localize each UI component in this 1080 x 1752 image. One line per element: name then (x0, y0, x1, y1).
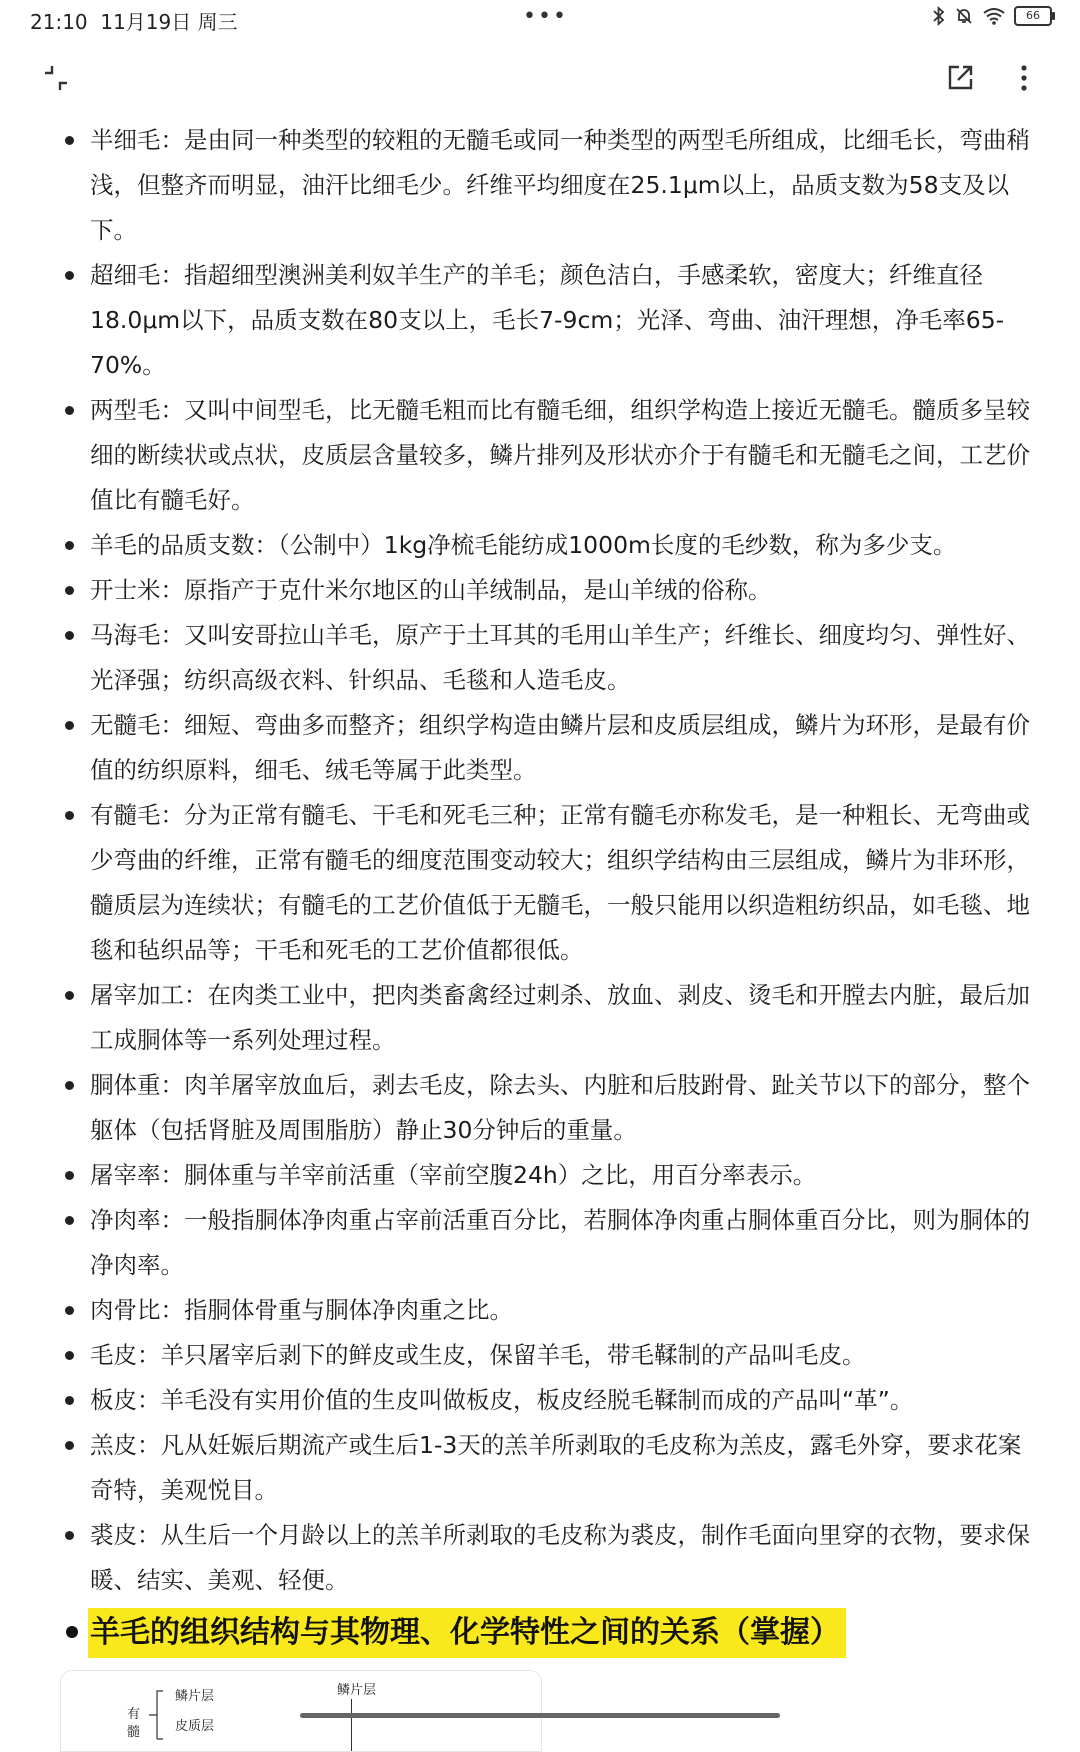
diagram-label-scale-layer-right: 鳞片层 (337, 1683, 377, 1698)
diagram-label-you: 有 (127, 1707, 141, 1722)
list-item: 屠宰率：胴体重与羊宰前活重（宰前空腹24h）之比，用百分率表示。 (90, 1153, 1038, 1198)
collapse-button[interactable] (36, 58, 76, 98)
status-time-date (30, 6, 238, 35)
window-handle-dots[interactable]: ••• (523, 4, 568, 29)
structure-diagram[interactable] (60, 1670, 542, 1752)
list-item: 羊毛的品质支数：（公制中）1kg净梳毛能纺成1000m长度的毛纱数，称为多少支。 (90, 523, 1038, 568)
horizontal-scrollbar[interactable] (300, 1713, 780, 1718)
list-item: 净肉率：一般指胴体净肉重占宰前活重百分比，若胴体净肉重占胴体重百分比，则为胴体的净肉率。 (90, 1198, 1038, 1288)
open-external-button[interactable] (940, 58, 980, 98)
document-content (0, 118, 1080, 1603)
collapse-icon (41, 63, 71, 93)
status-time: 21:10 (30, 10, 88, 34)
diagram-axis-line (351, 1699, 352, 1751)
section-heading: 羊毛的组织结构与其物理、化学特性之间的关系（掌握） (88, 1608, 846, 1658)
list-item: 羔皮：凡从妊娠后期流产或生后1-3天的羔羊所剥取的毛皮称为羔皮，露毛外穿，要求花案奇特，美观悦目。 (90, 1423, 1038, 1513)
diagram-brace (145, 1685, 165, 1745)
diagram-label-cortex-layer: 皮质层 (175, 1719, 215, 1734)
list-item: 裘皮：从生后一个月龄以上的羔羊所剥取的毛皮称为裘皮，制作毛面向里穿的衣物，要求保暖、结实、美观、轻便。 (90, 1513, 1038, 1603)
list-item: 肉骨比：指胴体骨重与胴体净肉重之比。 (90, 1288, 1038, 1333)
diagram-label-scale-layer: 鳞片层 (175, 1689, 215, 1704)
battery-indicator: 66 (1014, 6, 1052, 26)
list-item: 开士米：原指产于克什米尔地区的山羊绒制品，是山羊绒的俗称。 (90, 568, 1038, 613)
list-item: 两型毛：又叫中间型毛，比无髓毛粗而比有髓毛细，组织学构造上接近无髓毛。髓质多呈较细的断续状或点状，皮质层含量较多，鳞片排列及形状亦介于有髓毛和无髓毛之间，工艺价值比有髓毛好。 (90, 388, 1038, 523)
reader-toolbar (0, 48, 1080, 104)
diagram-label-sui: 髓 (127, 1725, 141, 1740)
list-item: 毛皮：羊只屠宰后剥下的鲜皮或生皮，保留羊毛，带毛鞣制的产品叫毛皮。 (90, 1333, 1038, 1378)
status-icons (932, 6, 1052, 26)
list-item: 超细毛：指超细型澳洲美利奴羊生产的羊毛；颜色洁白，手感柔软，密度大；纤维直径18.0μm以下，品质支数在80支以上，毛长7-9cm；光泽、弯曲、油汗理想，净毛率65-70%。 (90, 253, 1038, 388)
list-item: 屠宰加工：在肉类工业中，把肉类畜禽经过刺杀、放血、剥皮、烫毛和开膛去内脏，最后加工成胴体等一系列处理过程。 (90, 973, 1038, 1063)
list-item: 板皮：羊毛没有实用价值的生皮叫做板皮，板皮经脱毛鞣制而成的产品叫“革”。 (90, 1378, 1038, 1423)
list-item: 有髓毛：分为正常有髓毛、干毛和死毛三种；正常有髓毛亦称发毛，是一种粗长、无弯曲或少弯曲的纤维，正常有髓毛的细度范围变动较大；组织学结构由三层组成，鳞片为非环形，髓质层为连续状；有髓毛的工艺价值低于无髓毛，一般只能用以织造粗纺织品，如毛毯、地毯和毡织品等；干毛和死毛的工艺价值都很低。 (90, 793, 1038, 973)
more-vertical-icon (1019, 63, 1029, 93)
mute-bell-icon (954, 6, 974, 26)
status-date: 11月19日 周三 (100, 10, 238, 34)
list-item: 半细毛：是由同一种类型的较粗的无髓毛或同一种类型的两型毛所组成，比细毛长，弯曲稍浅，但整齐而明显，油汗比细毛少。纤维平均细度在25.1μm以上，品质支数为58支及以下。 (90, 118, 1038, 253)
list-item: 马海毛：又叫安哥拉山羊毛，原产于土耳其的毛用山羊生产；纤维长、细度均匀、弹性好、光泽强；纺织高级衣料、针织品、毛毯和人造毛皮。 (90, 613, 1038, 703)
more-options-button[interactable] (1004, 58, 1044, 98)
open-external-icon (945, 63, 975, 93)
heading-bullet (66, 1626, 78, 1638)
status-bar (0, 0, 1080, 40)
list-item: 胴体重：肉羊屠宰放血后，剥去毛皮，除去头、内脏和后肢跗骨、趾关节以下的部分，整个躯体（包括肾脏及周围脂肪）静止30分钟后的重量。 (90, 1063, 1038, 1153)
definition-list (0, 118, 1038, 1603)
list-item: 无髓毛：细短、弯曲多而整齐；组织学构造由鳞片层和皮质层组成，鳞片为环形，是最有价值的纺织原料，细毛、绒毛等属于此类型。 (90, 703, 1038, 793)
wifi-icon (982, 6, 1006, 26)
bluetooth-icon (932, 6, 946, 26)
